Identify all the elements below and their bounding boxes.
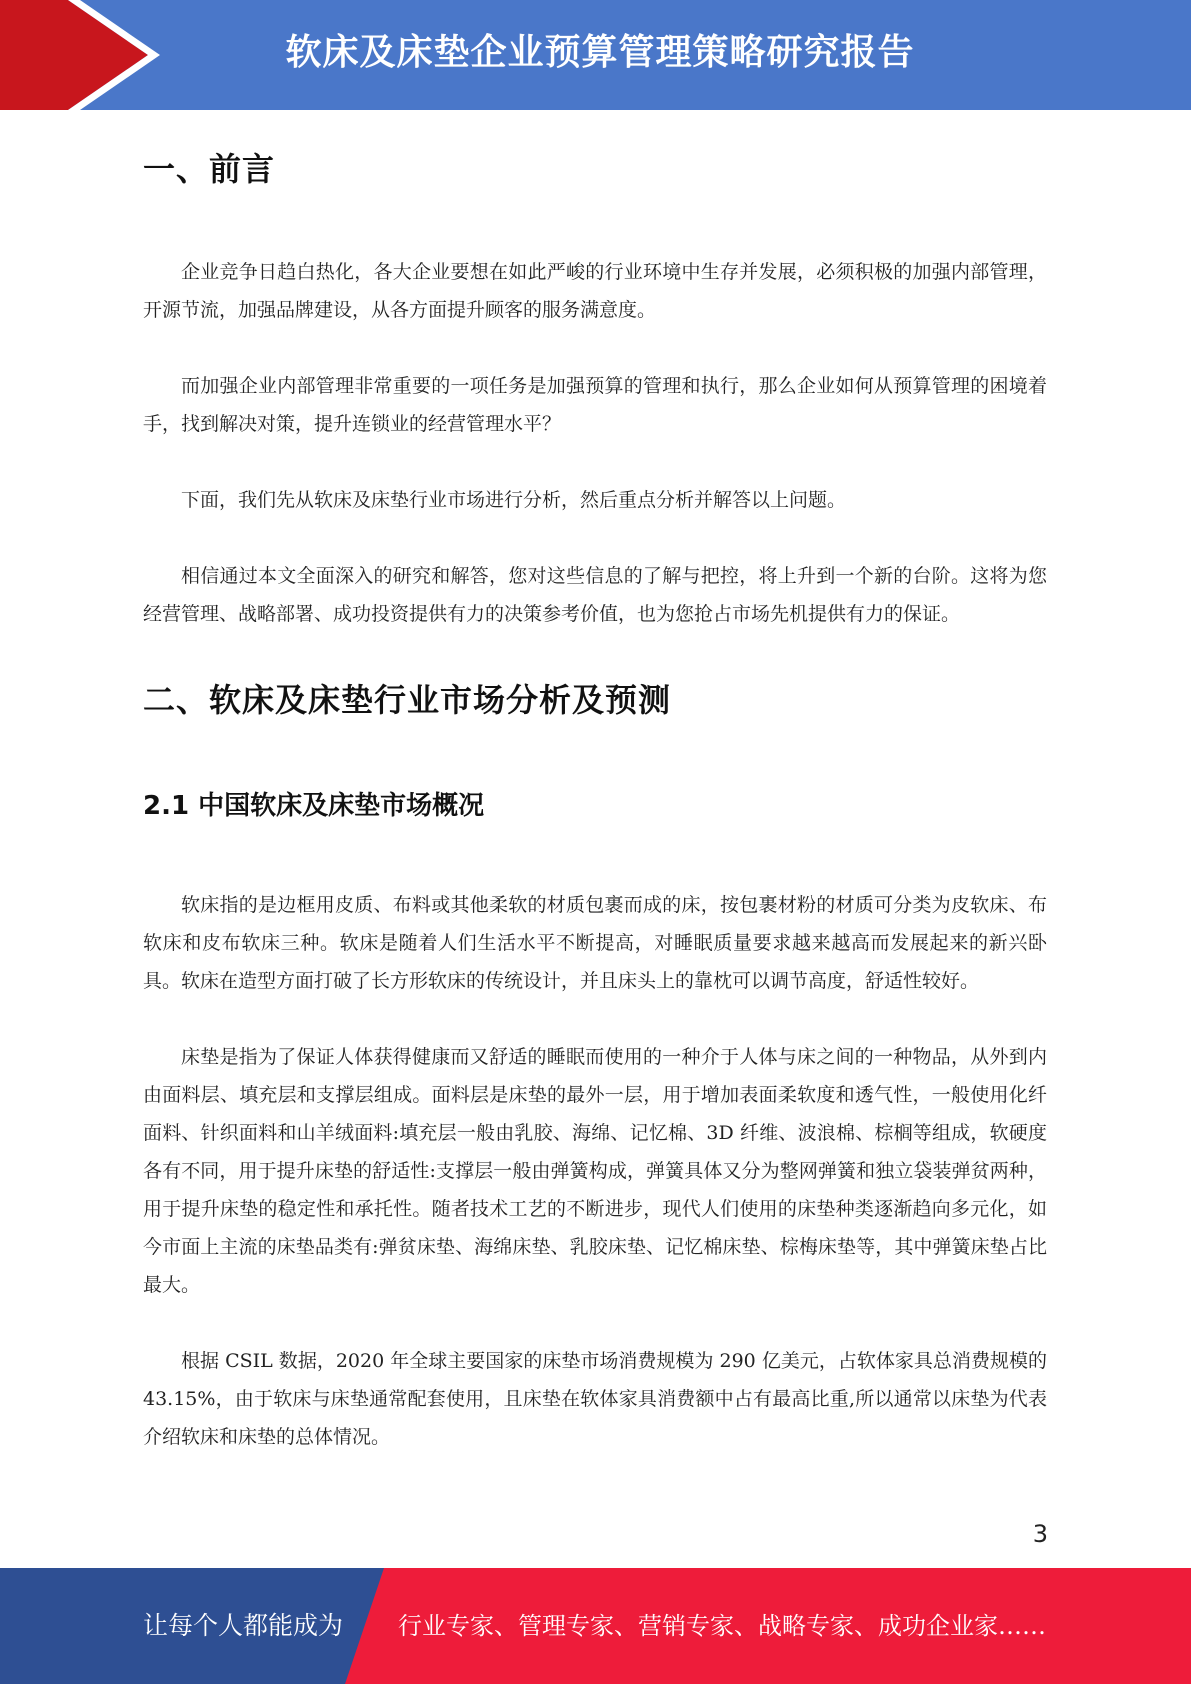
paragraph: 软床指的是边框用皮质、布料或其他柔软的材质包裹而成的床，按包裹材粉的材质可分类为皮软床、布软床和皮布软床三种。软床是随着人们生活水平不断提高，对睡眠质量要求越来越高而发展起来的新兴卧具。软床在造型方面打破了长方形软床的传统设计，并且床头上的靠枕可以调节高度，舒适性较好。 xyxy=(143,894,1047,992)
header-arrow-decoration xyxy=(0,0,240,110)
report-title: 软床及床垫企业预算管理策略研究报告 xyxy=(285,32,915,73)
footer-slogan-right: 行业专家、管理专家、营销专家、战略专家、成功企业家…… xyxy=(398,1612,1046,1640)
page-number: 3 xyxy=(1032,1520,1048,1548)
subsection-heading: 2.1 中国软床及床垫市场概况 xyxy=(143,791,485,821)
paragraph: 相信通过本文全面深入的研究和解答，您对这些信息的了解与把控，将上升到一个新的台阶。这将为您经营管理、战略部署、成功投资提供有力的决策参考价值，也为您抢占市场先机提供有力的保证。 xyxy=(143,565,1047,625)
section-heading-intro: 一、前言 xyxy=(143,150,276,188)
footer-banner xyxy=(0,1568,1191,1684)
paragraph: 下面，我们先从软床及床垫行业市场进行分析，然后重点分析并解答以上问题。 xyxy=(181,489,847,511)
section-heading-market: 二、软床及床垫行业市场分析及预测 xyxy=(143,681,672,719)
document-body xyxy=(143,130,1047,1456)
paragraph: 床垫是指为了保证人体获得健康而又舒适的睡眠而使用的一种介于人体与床之间的一种物品，从外到内由面料层、填充层和支撑层组成。面料层是床垫的最外一层，用于增加表面柔软度和透气性，一般使用化纤面料、针织面料和山羊绒面料:填充层一般由乳胶、海绵、记忆棉、3D 纤维、波浪棉、棕榈等组成，软硬度各有不同，用于提升床垫的舒适性:支撑层一般由弹簧构成，弹簧具体又分为整网弹簧和独立袋装弹贫两种，用于提升床垫的稳定性和承托性。随者技术工艺的不断进步，现代人们使用的床垫种类逐渐趋向多元化，如今市面上主流的床垫品类有:弹贫床垫、海绵床垫、乳胶床垫、记忆棉床垫、棕梅床垫等，其中弹簧床垫占比最大。 xyxy=(143,1046,1047,1296)
footer-slogan-left: 让每个人都能成为 xyxy=(143,1611,344,1640)
paragraph: 根据 CSIL 数据，2020 年全球主要国家的床垫市场消费规模为 290 亿美元，占软体家具总消费规模的 43.15%，由于软床与床垫通常配套使用，且床垫在软体家具消费额中占有最高比重,所以通常以床垫为代表介绍软床和床垫的总体情况。 xyxy=(143,1350,1047,1448)
paragraph: 企业竞争日趋白热化，各大企业要想在如此严峻的行业环境中生存并发展，必须积极的加强内部管理，开源节流，加强品牌建设，从各方面提升顾客的服务满意度。 xyxy=(143,261,1047,321)
header-banner xyxy=(0,0,1191,110)
paragraph: 而加强企业内部管理非常重要的一项任务是加强预算的管理和执行，那么企业如何从预算管理的困境着手，找到解决对策，提升连锁业的经营管理水平？ xyxy=(143,375,1047,435)
